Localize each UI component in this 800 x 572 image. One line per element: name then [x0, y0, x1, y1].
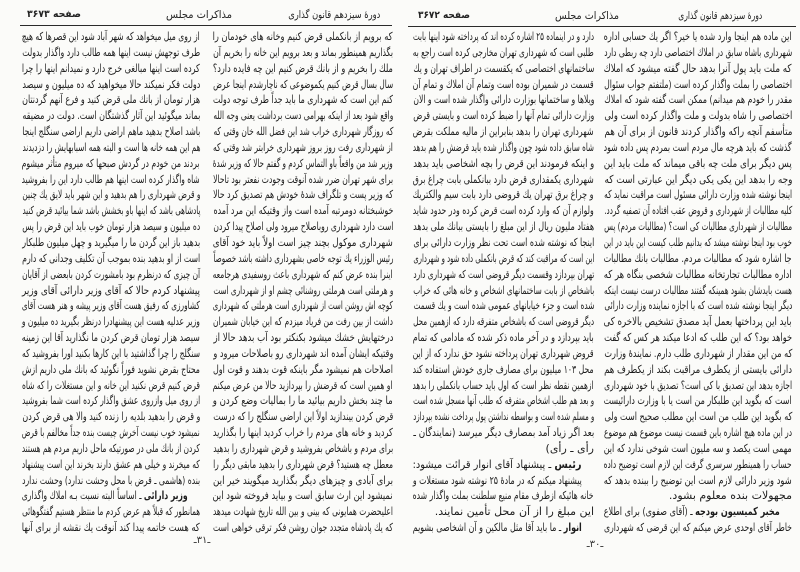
line-text: و بعد هم طلب اشخاص متفرقه که طلب آنها مسجل شده است	[413, 394, 594, 408]
text-line	[22, 457, 200, 473]
line-text: کوچه اش روشن است از شهرداری است هرملتی که شهرداری	[213, 299, 393, 313]
line-text: وزیر شد من واقعاً باو التماس کردم و گفتم حالا که وزیر شدهٔ	[213, 156, 393, 170]
text-line	[22, 330, 200, 346]
line-text: بماند میگوئید این آثار گذشتگان است. دولت در مضیقه	[22, 109, 200, 123]
text-line	[604, 77, 792, 93]
line-text: معطل چه هستید؟ قرض شهرداری را بدهید مابقی دیگر را	[213, 457, 393, 471]
page-number-label	[418, 8, 470, 24]
text-line	[413, 362, 594, 378]
line-text: سیصد هزار تومان قرض کردن ما نگذارید آقا این زمینه	[22, 331, 200, 345]
text-line	[413, 298, 594, 314]
line-text: قسمت در شمیران بوده است وتمام آن املاك و تمام آن	[413, 77, 594, 91]
line-text: شده است و جزء خیابانهای عمومی شده است و یك قسمت	[413, 299, 594, 313]
text-line	[22, 473, 200, 489]
line-text	[413, 457, 582, 473]
text-line	[604, 457, 792, 473]
line-text: و قرض شهرداری را هم بدهید و این شهر باید لایق یك چنین	[22, 188, 200, 202]
text-line	[413, 441, 594, 457]
line-text: قرض کردن بیندازید اولاً این اراضی سنگلج را که درست	[213, 410, 393, 424]
speech-text: ـ پیشنهاد آقای انوار قرائت میشود:	[413, 457, 555, 471]
speaker-name: رئیس	[554, 457, 582, 471]
text-line	[22, 77, 200, 93]
speaker-line	[604, 504, 792, 520]
line-text: کلیه مطالبات از شهرداری و قروض عقب افتاده آن تصفیه گردد.	[604, 204, 792, 218]
line-text: شهرداری موکول بچند چیز است اولاً باید خود آقای	[213, 235, 393, 249]
line-text: او همین است که قرضش را بپردازید حالا من عرض میکنم	[213, 378, 393, 392]
line-text: و چراغ برق تهران یك قروضی دارد بابت سیم والکتریك	[413, 188, 594, 202]
text-line	[413, 140, 594, 156]
text-line	[604, 473, 792, 489]
line-text: پس دیگر برای ملت چه باقی میماند که ملت باید این	[604, 156, 792, 170]
line-text: اجازه بدهد این تصدیق با کی است؟ تصدیق با خود شهرداری	[604, 378, 792, 392]
line-text: محل ۱۰۳ میلیون برای مصارف جاری خودش استفاده کند	[413, 362, 594, 376]
line-text: باید بپردازد و در آخر ماده ذکر شده که مادامی که تمام	[413, 331, 594, 345]
text-line	[213, 457, 393, 473]
line-text: اداره مطالبات تجارتخانه مطالبات شخصی بنگاه هر که	[604, 267, 792, 281]
text-line	[22, 267, 200, 283]
page-number-label	[27, 7, 81, 23]
text-line	[604, 378, 792, 394]
header-term-text: دورهٔ سیزدهم قانون گذاری	[678, 10, 762, 22]
line-text: حساب را همینطور سرسری گرفت این لازم است توضیح داده	[604, 457, 792, 471]
text-line	[413, 172, 594, 188]
page-number-text: صفحه ۳۶۷۲	[418, 10, 470, 21]
text-line	[604, 520, 792, 536]
line-text: نمیشود خوب نیست آخرش چیست بنده جداً مخالفم با قرض	[22, 426, 200, 440]
line-text: و اینکه فرمودند این قرض را بچه اشخاصی باید بدهد	[413, 156, 594, 170]
text-line	[604, 393, 792, 409]
speaker-line	[413, 457, 594, 473]
text-line	[22, 283, 200, 299]
line-text: قرض کنیم قرض نکنید این خانه و این مستغلات را که شاه	[22, 378, 200, 392]
line-text: که بگوید این طلب من است این مطلب صحیح است ولی	[604, 410, 792, 424]
line-text: ویلاها و ساختمانها بوزارت دارائی واگذار شده است و الان	[413, 93, 594, 107]
text-line	[22, 45, 200, 61]
line-text: ولوازم آن که وارد کرده است قرض کرده ودر حدود شاید	[413, 204, 594, 218]
line-text: هزار تومان از بانك ملی قرض کنید و فرع آنهم گردنتان	[22, 93, 200, 107]
line-text: رأی ـ رأی)	[545, 441, 594, 455]
line-text: بنده (هاشمی ـ قرض با محل وحشت ندارد) وحشت ندارد	[22, 473, 200, 487]
text-line	[22, 219, 200, 235]
line-text: واقع شود بعد از اینکه بهرامی دست برداشت یعنی وجه الله	[213, 109, 393, 123]
line-text: اختصاصی را شاه بدولت و ملت واگذار کرده است ولی	[604, 109, 792, 123]
text-line	[604, 425, 792, 441]
text-line	[604, 140, 792, 156]
text-line	[604, 441, 792, 457]
line-text: وزیر عدلیه هست این پیشنهادرا درنظر بگیرید ده میلیون و	[22, 315, 200, 329]
line-text: خاطر آقای اوحدی عرض میکنم که این قرضی که شهرداری	[604, 521, 792, 535]
text-line	[22, 92, 200, 108]
line-text: مطالبات از شهرداری مطالبات کی است؟ (مطالبات مردم) پس	[604, 220, 792, 234]
line-text: وقتیکه ایشان آمده اند شهرداری رو باصلاحات میرود و	[213, 346, 393, 360]
line-text: که برویم از بانکملی قرض کنیم وخانه های خودمان را	[213, 30, 393, 43]
header-title	[555, 8, 619, 24]
text-line	[22, 362, 200, 378]
text-line	[604, 203, 792, 219]
line-text: متأسفم آنچه راکه واگذار کردند قانون از برای آن هم	[604, 125, 792, 139]
line-text: اینجا که نوشته شده است تحت نظر وزارت دارائی برای	[413, 235, 594, 249]
text-line	[22, 124, 200, 140]
line-text: شود وزیر دارائی لازم است این توضیح را ببنده بدهد که	[604, 473, 792, 487]
line-text: کنم این است که شهرداری ما باید جداً طرف توجه دولت	[213, 93, 393, 107]
line-text: در این ماده هیچ اشاره باین قسمت نیست موضوع هم موضوع	[604, 426, 792, 440]
text-line	[413, 251, 594, 267]
line-text: که یك پادشاه متجدد جوان روشن فکر ترقی خواهی است	[213, 521, 393, 535]
line-text: شاه سابق داده شود چون واگذار شده باید قرضش را هم بدهد	[413, 140, 594, 154]
text-line	[213, 441, 393, 457]
line-text: مجهولات بنده معلوم بشود.	[668, 489, 792, 503]
header-rule	[408, 26, 796, 27]
text-line	[604, 251, 792, 267]
line-text: بگذاریم همینطور بماند و بعد برویم این خانه را بخریم آن	[213, 45, 393, 59]
line-text: کردید و خانه های مردم را خراب کردید اینها را بگذارید	[213, 426, 393, 440]
speaker-name: انوار	[563, 521, 582, 535]
line-text: که روزگار شهرداری خراب شد این فضل الله خان وقتی که	[213, 125, 393, 139]
line-text: است از او بدهید بنده بموجب آن تکلیف وجدانی که دارم	[22, 251, 200, 265]
line-text	[604, 504, 780, 520]
line-text: هفتاد ملیون ریال از این مبلغ را بایستی ببانك ملی بدهد	[413, 220, 594, 234]
line-text: است که بگوید این طلبکار من است یا با وزارت دارائیست	[604, 394, 792, 408]
line-text: سال بسال قرض کنیم یکموضوعی که ناچارشدم اینجا عرض	[213, 77, 393, 91]
text-line	[22, 520, 200, 536]
line-text: و هرملتی است هرملتی روشنائی چشم او از شهرداری است	[213, 283, 393, 297]
text-line	[413, 187, 594, 203]
footer-text: ـ۳۱ـ	[193, 535, 211, 546]
text-line	[604, 346, 792, 362]
text-line	[413, 29, 594, 45]
line-text: برای آبادی و چیزهای دیگر بگذارید میگویند خیر این	[213, 473, 393, 487]
text-line	[604, 235, 792, 251]
line-text: خوشبختانه دومرتبه آمده است واز وقتیکه این مرد آمده	[213, 204, 393, 218]
text-column-right	[604, 29, 792, 536]
line-text: شهرداری باشاه سابق در املاك اختصاصی دارد چه ربطی دارد	[604, 45, 792, 59]
text-line	[413, 45, 594, 61]
line-text: و قرض را بدهید بلدیه را زنده کنید والا هی قرض کردن	[22, 410, 200, 424]
speaker-name: مخبر کمیسیون بودجه	[695, 505, 780, 519]
text-line	[22, 140, 200, 156]
line-text: ازهمین نقطه نظر است که اول باید حساب بانکملی را بدهد	[413, 378, 594, 392]
text-line	[22, 378, 200, 394]
footer-text: ـ۳۰ـ	[586, 539, 604, 550]
line-text: قروض شهرداری تهران پرداخته نشود حق ندارد که از این	[413, 346, 594, 360]
text-line	[22, 409, 200, 425]
text-line	[413, 124, 594, 140]
text-line	[413, 504, 594, 520]
line-text	[22, 488, 188, 504]
line-text: آن چیزی که درنظرم بود بامشورت کردن بابعضی از آقایان	[22, 267, 200, 281]
text-line	[604, 488, 792, 504]
line-text: دولت فکر نمیکند حالا میخواهید که ده میلیون و سیصد	[22, 77, 200, 91]
line-text: ما چند بخش داریم بیائید ما را بمالیات وضع کردن و	[213, 394, 393, 408]
line-text: از روی میل میخواهد که شهر آباد شود این قصرها که هیچ	[22, 30, 200, 43]
line-text: دارد و در اینماده ۲۵ اشاره کرده اند که پرداخته شود اینها بابت	[413, 30, 594, 43]
text-line	[413, 393, 594, 409]
text-line	[413, 77, 594, 93]
text-line	[604, 124, 792, 140]
text-line	[22, 187, 200, 203]
line-text: رئیس الوزراء یك توجه خاصی بشهرداری داشته باشد خصوصاً	[213, 251, 393, 265]
line-text: است دارد شهرداری روباصلاح میرود ولی اصلاح پیدا کردن	[213, 220, 393, 234]
line-text: باشخاص از بابت ساختمانهای اشخاص و خانه هائی که خراب	[413, 283, 594, 297]
line-text: این است که مراقبت کند که قرض بانکملی داده شود و شهرداری	[413, 251, 594, 265]
text-line	[413, 330, 594, 346]
line-text: از شهرداری رفت روز بروز شهرداری خرابتر شد وقتی که	[213, 140, 393, 154]
page-footer-number	[582, 537, 608, 553]
line-text: باید این پرداختها بعمل آید مصدق تشخیص بالاخره کی	[604, 315, 792, 329]
line-text: که وزیر پست و تلگراف شدهٔ خودش هم تصدیق کرد حالا	[213, 188, 393, 202]
text-line	[413, 378, 594, 394]
text-line	[604, 45, 792, 61]
text-line	[413, 409, 594, 425]
line-text: ده میلیون و سیصد هزار تومان خوب باید این قرض را پس	[22, 220, 200, 234]
speech-text: ـ اساساً البته نسبت بـه املاك واگذاری	[22, 489, 145, 503]
speech-text: ـ (آقای صفوی) برای اطلاع	[604, 505, 696, 519]
line-text: گذشت که باید هرچه مال مردم است بمردم پس داده شود	[604, 140, 792, 154]
line-text: مقدر را خودم هم میدانم) ممکن است گفته شود که املاك	[604, 93, 792, 107]
line-text: درختهایش خشك میشود بکنکتر بود آب بدهد حالا از	[213, 331, 393, 345]
text-line	[413, 235, 594, 251]
line-text: که من این مقدار از شهرداری طلب دارم. نمایندهٔ وزارت	[604, 346, 792, 360]
line-text: سنگلج را چرا گذاشتید با این کارها بکنید اورا بفروشید که	[22, 346, 200, 360]
line-text: نمیشود این ارث سابق است و بیاید فروخته شود این	[213, 489, 393, 503]
line-text: ملك را بخریم و از بانك قرض کنیم این چه فایده دارد؟	[213, 61, 393, 75]
line-text: خوب بود اینجا نوشته میشد که بدانیم طلب کیست این باید در این	[604, 235, 792, 249]
page-number-text: صفحه ۳۶۷۳	[27, 9, 81, 20]
text-line	[413, 267, 594, 283]
line-text: بعد اگر زیاد آمد بمصارف دیگر میرسد (نمایندگان ـ	[413, 426, 594, 440]
text-line	[413, 488, 594, 504]
text-line	[604, 298, 792, 314]
line-text: داشت از بین رفت من فریاد میزدم که این خیابان شمیران	[213, 315, 393, 329]
line-text: طرف توجهش نیست اینها همه طالب دارد واگذار بدولت	[22, 45, 200, 59]
line-text: کرده است اینها مبالغی خرج دارد و نمیدانم اینها را چرا	[22, 61, 200, 75]
line-text: برای شهر تهران ضرر شده آنوقت وجودت نفعتر بود تاحالا	[213, 172, 393, 186]
text-line	[604, 267, 792, 283]
speaker-line	[22, 488, 200, 504]
line-text: محتاج بقرض نشوید فوراً نگوئید که بانك ملی داریم ازش	[22, 362, 200, 376]
text-line	[604, 187, 792, 203]
line-text: اصلاحات هم نمیشود مگر باینکه قوت بدهند و قوت اول	[213, 362, 393, 376]
right-page	[400, 0, 800, 572]
text-line	[22, 29, 200, 45]
line-text: وزارت دارائی تمام آنها را ضبط کرده است و بایستی قرض	[413, 109, 594, 123]
line-text: طلبی است که شهرداری تهران مخارجی کرده است راجع به	[413, 45, 594, 59]
text-line	[604, 330, 792, 346]
text-line	[604, 156, 792, 172]
text-line	[413, 156, 594, 172]
text-line	[604, 172, 792, 188]
line-text: کردن از بانك ملی در صورتیکه ماحل داریم مردم هم هستند	[22, 441, 200, 455]
text-line	[413, 61, 594, 77]
header-term	[288, 7, 380, 23]
line-text: هست بایدشان بشود همینکه گفتند مطالبات درست نیست اینکه	[604, 283, 792, 297]
line-text: این مبلغ را از آن محل تأمین نمایند.	[434, 505, 594, 519]
text-line	[22, 251, 200, 267]
text-line	[413, 346, 594, 362]
line-text: بدهید باز این گردن ما را میگیرید و چهل میلیون طلبکار	[22, 235, 200, 249]
text-line	[22, 346, 200, 362]
line-text: تهران بپردازد وقسمت دیگر قروضی است که شهرداری دارد	[413, 267, 594, 281]
header-title	[166, 7, 232, 23]
text-line	[413, 314, 594, 330]
text-line	[22, 235, 200, 251]
line-text: پادشاهی باشد که اینها باو بخشش باشد شما بیائید قرض کنید	[22, 204, 200, 218]
text-line	[22, 298, 200, 314]
line-text: اینجا نوشته شده وزارت دارائی مسئول است مراقبت نماید که	[604, 188, 792, 202]
text-line	[22, 156, 200, 172]
line-text: بردند من خودم در گردش صبحها که میروم متأثر میشوم	[22, 156, 200, 170]
line-text: از روی میل وازروی عشق واگذار کرده است شما بفروشید	[22, 394, 200, 408]
text-line	[604, 219, 792, 235]
text-line	[413, 219, 594, 235]
line-text: که میخرند و خیلی هم عشق دارند بخرند این است پیشنهاد	[22, 457, 200, 471]
text-line	[22, 172, 200, 188]
line-text: برای مردم و باشخاص بفروشید و قرض شهرداری را بدهید	[213, 441, 393, 455]
text-line	[22, 108, 200, 124]
line-text: خواهد بود؟ که این طلب که ادعا میکند هر کس که گفت	[604, 331, 792, 345]
line-text: این ماده هم اینجا وارد شده یا خیر؟ اگر یك حسابی اداره	[604, 30, 792, 43]
line-text: شهرداری تهران را بدهد بنابراین از مالیه مملکت بقرض	[413, 125, 594, 139]
line-text: اینرا بنده عرض کنم که شهرداری باعث روسفیدی هرجامعه	[213, 267, 393, 281]
header-title-text: مذاکرات مجلس	[555, 10, 619, 22]
text-line	[413, 108, 594, 124]
header-term-text: دورهٔ سیزدهم قانون گذاری	[288, 9, 380, 21]
text-line	[413, 473, 594, 489]
line-text: دارائی بایستی از یکطرف مراقبت بکند از یکطرف هم	[604, 362, 792, 376]
header-rule	[20, 25, 392, 26]
text-line	[22, 441, 200, 457]
line-text: دیگر اینجا نوشته شده است که با اجازه نماینده وزارت دارائی	[604, 299, 792, 313]
line-text: و مسلم شده است و بواسطه نداشتن پول پرداخت نشده بپردازد	[413, 410, 594, 424]
text-line	[604, 314, 792, 330]
line-text: همانطور که قبلاً هم عرض کردم ما منتظر هستیم گفتگوهائی	[22, 505, 200, 519]
text-line	[604, 92, 792, 108]
text-line	[22, 425, 200, 441]
line-text: اعلیحضرت همایونی که بینی و بین الله تاریخ شهادت میدهد	[213, 505, 393, 519]
line-text: جا اشاره شود که مطالبات مردم. مطالبات بانك مطالبات	[604, 251, 792, 265]
speech-text: ـ ما باید آقا مثل مالکین و آن اشخاصی بشویم	[413, 521, 564, 535]
page-footer-number	[189, 533, 215, 549]
line-text: مهمی است یکصد و سه ملیون است شوخی ندارد که این	[604, 441, 792, 455]
text-line	[22, 61, 200, 77]
text-column-left	[413, 29, 594, 536]
text-line	[604, 283, 792, 299]
text-line	[22, 393, 200, 409]
text-line	[604, 29, 792, 45]
line-text: هم این همه خانه ها است و البته همه اسبابهایش را دزدیدند	[22, 140, 200, 154]
text-line	[22, 314, 200, 330]
header-title-text: مذاکرات مجلس	[166, 9, 232, 21]
line-text: وجه را بدهد این یکی یکی دیگر این عبارتی است که	[604, 172, 792, 186]
text-line	[413, 425, 594, 441]
line-text: که ملت باید پول آنرا بدهد حال گفته میشود که املاك	[604, 61, 792, 75]
line-text: اختصاصی را بملت واگذار کرده است (ملتفتم جواب سئوال	[604, 77, 792, 91]
text-line	[213, 425, 393, 441]
line-text: دیگر قروضی است که باشخاص متفرقه دارد که ازهمین محل	[413, 315, 594, 329]
line-text: ساختمانهای اختصاصی که یکقسمت در اطراف تهران و یك	[413, 61, 594, 75]
line-text: پیشنهاد کردم حالا که آقای وزیر دارائی آقای وزیر	[22, 283, 200, 297]
line-text: باشد اصلاح بدهید ماهم اراضی داریم اراضی سنگلج اینجا	[22, 125, 200, 139]
line-text	[413, 520, 582, 536]
text-line	[604, 362, 792, 378]
text-line	[22, 504, 200, 520]
text-line	[213, 504, 393, 520]
text-line	[604, 61, 792, 77]
line-text: شهرداری یکمقداری قرض دارد ببانکملی بابت چراغ برق	[413, 172, 594, 186]
text-line	[604, 108, 792, 124]
text-line	[604, 409, 792, 425]
line-text: پیشنهاد میکنم که در مادهٔ ۲۵ نوشته شود مستغلات و	[413, 473, 582, 487]
line-text: شاه واگذار کرده است اینها هم طالب دارد این را بفروشید	[22, 172, 200, 186]
text-line	[413, 92, 594, 108]
speaker-line	[413, 520, 594, 536]
text-line	[413, 283, 594, 299]
text-column-left	[22, 29, 200, 536]
speaker-name: وزیر دارائی	[144, 489, 188, 503]
line-text: کشاورزی که رفیق هست آقای وزیر پیشه و هنر هست آقای	[22, 299, 200, 313]
line-text: خانه هائیکه ازطرف مقام منیع سلطنت بملت واگذار شده	[413, 489, 594, 503]
text-line	[22, 203, 200, 219]
text-line	[413, 203, 594, 219]
header-term	[678, 8, 762, 24]
line-text: که هست خاتمه پیدا کند آنوقت یك نقشه از برای آنها	[22, 521, 200, 535]
